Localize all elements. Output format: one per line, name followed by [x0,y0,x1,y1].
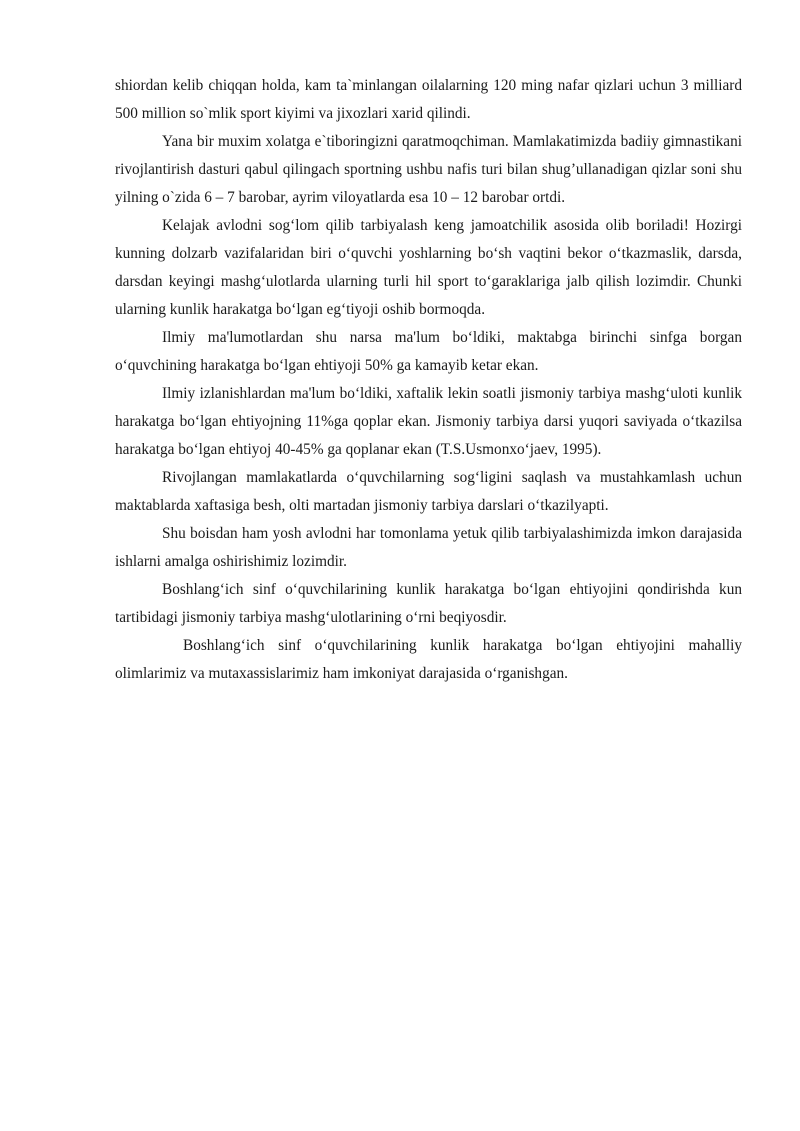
paragraph-primary-school-needs: Boshlang‘ich sinf o‘quvchilarining kunlik harakatga bo‘lgan ehtiyojini qondirishda kun tartibidagi jismoniy tarbiya mashg‘ulotlarining o‘rni beqiyosdir. [115,581,742,626]
paragraph-local-scientists: Boshlang‘ich sinf o‘quvchilarining kunlik harakatga bo‘lgan ehtiyojini mahalliy olimlarimiz va mutaxassislarimiz ham imkoniyat darajasida o‘rganishgan. [115,637,742,682]
paragraph-research-findings: Ilmiy izlanishlardan ma'lum bo‘ldiki, xaftalik lekin soatli jismoniy tarbiya mashg‘uloti kunlik harakatga bo‘lgan ehtiyojning 11%ga qoplar ekan. Jismoniy tarbiya darsi yuqori saviyada o‘tkazilsa harakatga bo‘lgan ehtiyoj 40-45% ga qoplanar ekan (T.S.Usmonxo‘jaev, 1995). [115,385,742,458]
paragraph-gymnastics: Yana bir muxim xolatga e`tiboringizni qaratmoqchiman. Mamlakatimizda badiiy gimnastikani rivojlantirish dasturi qabul qilingach sportning ushbu nafis turi bilan shug’ullanadigan qizlar soni shu yilning o`zida 6 – 7 barobar, ayrim viloyatlarda esa 10 – 12 barobar ortdi. [115,133,742,206]
paragraph-developed-countries: Rivojlangan mamlakatlarda o‘quvchilarning sog‘ligini saqlash va mustahkamlash uchun maktablarda xaftasiga besh, olti martadan jismoniy tarbiya darslari o‘tkazilyapti. [115,469,742,514]
paragraph-upbringing: Shu boisdan ham yosh avlodni har tomonlama yetuk qilib tarbiyalashimizda imkon darajasida ishlarni amalga oshirishimiz lozimdir. [115,525,742,570]
document-body [115,72,742,688]
paragraph-healthy-generation: Kelajak avlodni sog‘lom qilib tarbiyalash keng jamoatchilik asosida olib boriladi! Hozirgi kunning dolzarb vazifalaridan biri o‘quvchi yoshlarning bo‘sh vaqtini bekor o‘tkazmaslik, darsda, darsdan keyingi mashg‘ulotlarda ularning turli hil sport to‘garaklariga jalb qilish lozimdir. Chunki ularning kunlik harakatga bo‘lgan eg‘tiyoji oshib bormoqda. [115,217,742,318]
paragraph-continuation: shiordan kelib chiqqan holda, kam ta`minlangan oilalarning 120 ming nafar qizlari uchun 3 milliard 500 million so`mlik sport kiyimi va jixozlari xarid qilindi. [115,77,742,122]
paragraph-first-grade-activity: Ilmiy ma'lumotlardan shu narsa ma'lum bo‘ldiki, maktabga birinchi sinfga borgan o‘quvchining harakatga bo‘lgan ehtiyoji 50% ga kamayib ketar ekan. [115,329,742,374]
